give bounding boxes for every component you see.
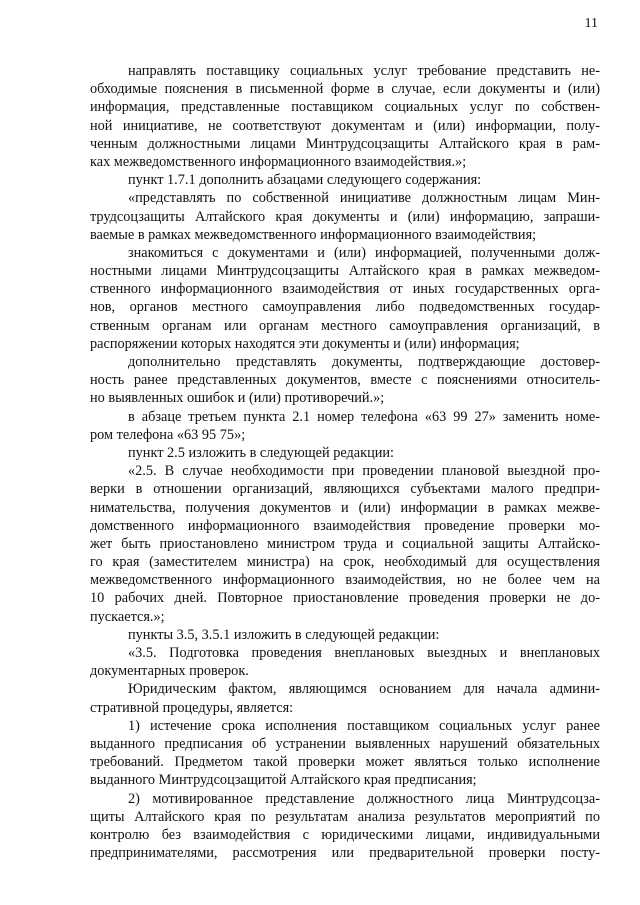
paragraph: [90, 171, 600, 189]
paragraph: [90, 444, 600, 462]
paragraph: [90, 717, 600, 790]
paragraph: [90, 353, 600, 408]
text-line: нов, органов местного самоуправления либо подведомственных государ-: [90, 299, 600, 316]
text-line: ваемые в рамках межведомственного информационного взаимодействия;: [90, 226, 537, 243]
text-line: знакомиться с документами и (или) информацией, полученными долж-: [128, 244, 600, 261]
text-line: жет быть приостановлено министром труда и социальной защиты Алтайско-: [90, 535, 600, 552]
text-line: Юридическим фактом, являющимся основанием для начала админи-: [128, 681, 600, 698]
text-line: предпринимателями, рассмотрения или предварительной проверки посту-: [90, 845, 600, 862]
text-line: требований. Предметом такой проверки может являться только исполнение: [90, 754, 600, 771]
text-line: пункт 2.5 изложить в следующей редакции:: [128, 444, 395, 461]
text-line: ром телефона «63 95 75»;: [90, 426, 246, 443]
text-line: ность ранее представленных документов, вместе с пояснениями относитель-: [90, 372, 600, 389]
text-line: ностными лицами Минтрудсоцзащиты Алтайского края в рамках межведом-: [90, 263, 600, 280]
text-line: пункты 3.5, 3.5.1 изложить в следующей редакции:: [128, 626, 440, 643]
paragraph: [90, 408, 600, 444]
text-line: стративной процедуры, является:: [90, 699, 294, 716]
text-line: дополнительно представлять документы, подтверждающие достовер-: [128, 354, 600, 370]
text-line: верки в отношении организаций, являющихся субъектами малого предпри-: [90, 481, 600, 498]
text-line: 1) истечение срока исполнения поставщиком социальных услуг ранее: [128, 717, 600, 734]
text-line: «представлять по собственной инициативе должностным лицам Мин-: [128, 190, 600, 207]
text-line: ках межведомственного информационного взаимодействия.»;: [90, 153, 467, 170]
text-line: документарных проверок.: [90, 663, 249, 680]
text-line: ченным должностными лицами Минтрудсоцзащиты Алтайского края в рам-: [90, 135, 600, 152]
text-line: ственным органам или органам местного самоуправления организаций, в: [90, 317, 600, 334]
paragraph: [90, 680, 600, 716]
paragraph: [90, 644, 600, 680]
text-line: «3.5. Подготовка проведения внеплановых выездных и внеплановых: [128, 645, 600, 661]
text-line: ственного информационного взаимодействия от иных государственных орга-: [90, 281, 600, 298]
paragraph: [90, 626, 600, 644]
text-line: щиты Алтайского края по результатам анализа результатов мероприятий по: [90, 808, 600, 825]
text-line: пункт 1.7.1 дополнить абзацами следующего содержания:: [128, 172, 482, 189]
text-line: «2.5. В случае необходимости при проведении плановой выездной про-: [128, 463, 600, 480]
text-line: направлять поставщику социальных услуг требование представить не-: [128, 63, 600, 79]
text-line: информация, представленные поставщиком социальных услуг по собствен-: [90, 99, 600, 116]
text-line: контролю без взаимодействия с юридическими лицами, индивидуальными: [90, 826, 600, 843]
paragraph: [90, 62, 600, 171]
text-line: 10 рабочих дней. Повторное приостановление проведения проверки не до-: [90, 590, 600, 607]
text-line: выданного предписания об устранении выявленных нарушений обязательных: [90, 735, 600, 752]
text-line: пускается.»;: [90, 608, 165, 625]
text-line: ной инициативе, не соответствуют документам и (или) информации, полу-: [90, 117, 600, 134]
text-line: обходимые пояснения в письменной форме в случае, если документы и (или): [90, 81, 600, 98]
document-body: [90, 62, 600, 862]
text-line: трудсоцзащиты Алтайского края документы и (или) информацию, запраши-: [90, 208, 600, 225]
text-line: нимательства, получения документов и (или) информации в рамках межве-: [90, 499, 600, 516]
text-line: распоряжении которых находятся эти документы и (или) информация;: [90, 335, 520, 352]
text-line: в абзаце третьем пункта 2.1 номер телефона «63 99 27» заменить номе-: [128, 408, 600, 425]
text-line: го края (заместителем министра) на срок, необходимый для осуществления: [90, 554, 600, 571]
paragraph: [90, 244, 600, 353]
text-line: но выявленных ошибок и (или) противоречий.»;: [90, 390, 385, 407]
paragraph: [90, 189, 600, 244]
text-line: выданного Минтрудсоцзащитой Алтайского края предписания;: [90, 772, 477, 789]
paragraph: [90, 462, 600, 626]
text-line: 2) мотивированное представление должностного лица Минтрудсоцза-: [128, 790, 600, 807]
text-line: домственного информационного взаимодействия проведение проверки мо-: [90, 517, 600, 534]
paragraph: [90, 790, 600, 863]
text-line: межведомственного информационного взаимодействия, но не более чем на: [90, 572, 600, 589]
page-number: 11: [584, 16, 598, 31]
